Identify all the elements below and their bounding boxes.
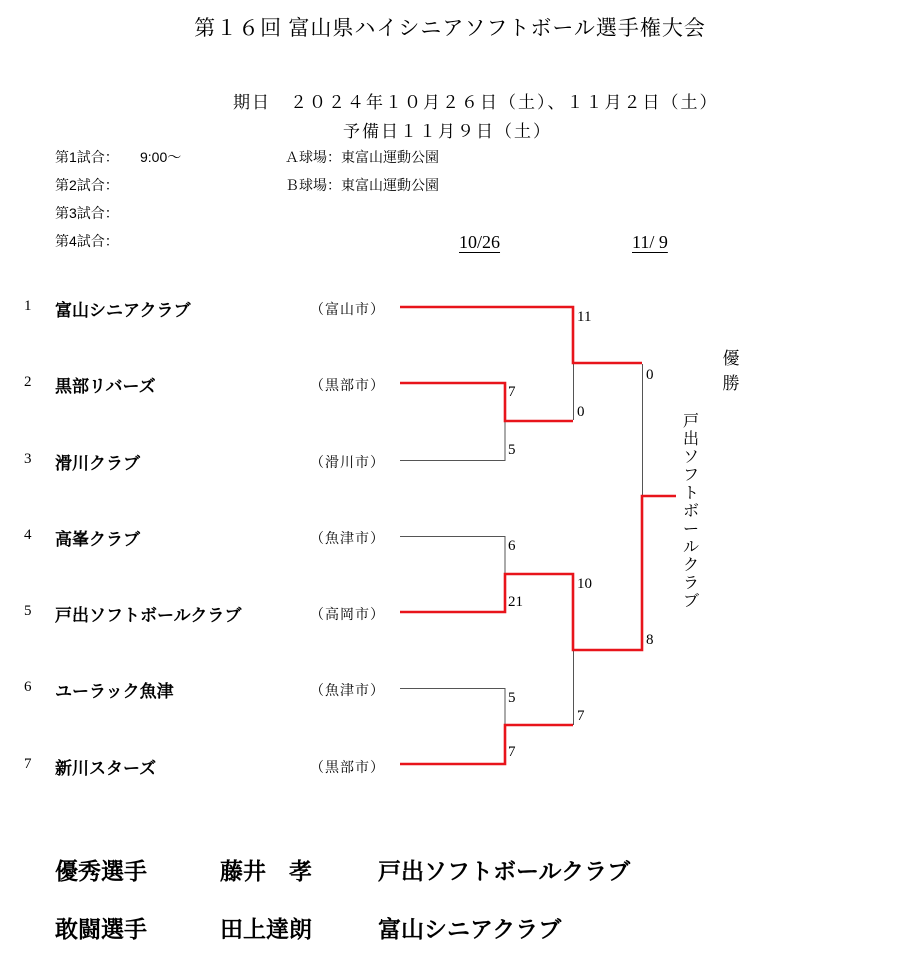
score-label: 21 — [508, 594, 523, 610]
team-seed: 7 — [24, 756, 32, 772]
award-player: 藤井 孝 — [220, 858, 312, 884]
score-label: 7 — [508, 384, 516, 400]
team-seed: 1 — [24, 298, 32, 314]
score-label: 0 — [577, 404, 585, 420]
match-2-label: 第2試合： — [55, 177, 119, 193]
team-seed: 4 — [24, 527, 32, 543]
round1-date: 10/26 — [459, 232, 501, 252]
bracket-line — [400, 420, 505, 461]
team-city: （魚津市） — [310, 530, 385, 546]
team-seed: 3 — [24, 451, 32, 467]
score-label: 0 — [646, 367, 654, 383]
award-team: 富山シニアクラブ — [378, 916, 562, 942]
score-label: 5 — [508, 442, 516, 458]
team-name: 高峯クラブ — [55, 530, 140, 549]
score-label: 5 — [508, 690, 516, 706]
bracket-line — [400, 537, 505, 575]
score-label: 7 — [508, 744, 516, 760]
bracket-line — [400, 383, 573, 421]
team-seed: 6 — [24, 679, 32, 695]
bracket-line — [400, 689, 505, 726]
award-player: 田上達朗 — [220, 916, 312, 942]
team-city: （黒部市） — [310, 759, 385, 775]
team-city: （滑川市） — [310, 454, 385, 470]
match-3-label: 第3試合： — [55, 205, 119, 221]
champion-heading: 優勝 — [722, 349, 740, 393]
match-1-time: 9:00～ — [140, 149, 182, 165]
winner-lines — [400, 307, 676, 764]
score-label: 6 — [508, 538, 516, 554]
team-name: 富山シニアクラブ — [55, 301, 191, 320]
score-label: 7 — [577, 708, 585, 724]
team-name: ユーラック魚津 — [55, 682, 174, 701]
match-1-venue: Ａ球場：東富山運動公園 — [285, 149, 439, 165]
team-city: （富山市） — [310, 301, 385, 317]
team-seed: 2 — [24, 374, 32, 390]
team-city: （魚津市） — [310, 682, 385, 698]
round2-date: 11/ 9 — [632, 232, 668, 252]
match-4-label: 第4試合： — [55, 233, 119, 249]
team-city: （高岡市） — [310, 606, 385, 622]
loser-lines — [400, 364, 643, 725]
score-label: 8 — [646, 632, 654, 648]
bracket-line — [400, 307, 642, 363]
award-title: 敢闘選手 — [55, 916, 147, 942]
champion-team: 戸出ソフトボールクラブ — [682, 413, 699, 610]
team-seed: 5 — [24, 603, 32, 619]
team-name: 新川スターズ — [55, 759, 157, 778]
team-name: 黒部リバーズ — [55, 377, 156, 396]
bracket-line — [400, 725, 573, 764]
score-label: 11 — [577, 309, 592, 325]
match-2-venue: Ｂ球場：東富山運動公園 — [285, 177, 439, 193]
team-name: 戸出ソフトボールクラブ — [55, 606, 242, 625]
team-city: （黒部市） — [310, 377, 385, 393]
team-name: 滑川クラブ — [55, 454, 140, 473]
date-line: 期日 ２０２４年１０月２６日（土）、１１月２日（土） — [233, 93, 719, 112]
page-title: 第１６回 富山県ハイシニアソフトボール選手権大会 — [194, 16, 706, 40]
score-label: 10 — [577, 576, 592, 592]
award-team: 戸出ソフトボールクラブ — [378, 858, 631, 884]
match-1-label: 第1試合： — [55, 149, 119, 165]
reserve-date-line: 予備日１１月９日（土） — [343, 122, 552, 141]
award-title: 優秀選手 — [55, 858, 147, 884]
bracket-line — [400, 496, 676, 650]
